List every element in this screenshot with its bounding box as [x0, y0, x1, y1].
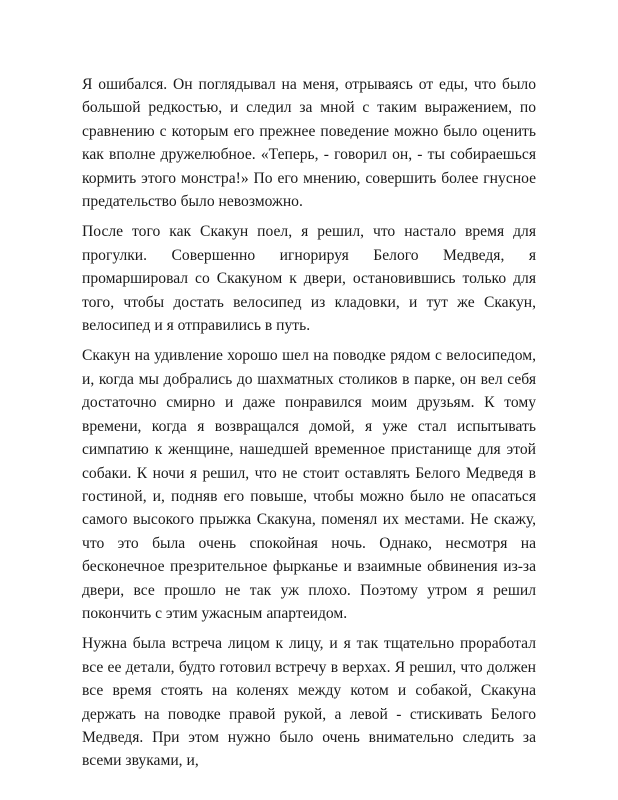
- paragraph-1: Я ошибался. Он поглядывал на меня, отрываясь от еды, что было большой редкостью, и следил за мной с таким выражением, по сравнению с которым его прежнее поведение можно было оценить как вполне дружелюбное. «Теперь, - говорил он, - ты собираешься кормить этого монстра!» По его мнению, совершить более гнусное предательство было невозможно.: [82, 76, 536, 211]
- paragraph-3: Скакун на удивление хорошо шел на поводке рядом с велосипедом, и, когда мы добрались до шахматных столиков в парке, он вел себя достаточно смирно и даже понравился моим друзьям. К тому времени, когда я возвращался домой, я уже стал испытывать симпатию к женщине, нашедшей временное пристанище для этой собаки. К ночи я решил, что не стоит оставлять Белого Медведя в гостиной, и, подняв его повыше, чтобы можно было не опасаться самого высокого прыжка Скакуна, поменял их местами. Не скажу, что это была очень спокойная ночь. Однако, несмотря на бесконечное презрительное фырканье и взаимные обвинения из-за двери, все прошло не так уж плохо. Поэтому утром я решил покончить с этим ужасным апартеидом.: [82, 347, 536, 622]
- paragraph-2: После того как Скакун поел, я решил, что настало время для прогулки. Совершенно игнорируя Белого Медведя, я промаршировал со Скакуном к двери, остановившись только для того, чтобы достать велосипед из кладовки, и тут же Скакун, велосипед и я отправились в путь.: [82, 223, 536, 335]
- document-page: [82, 73, 536, 780]
- paragraph-4: Нужна была встреча лицом к лицу, и я так тщательно проработал все ее детали, будто готовил встречу в верхах. Я решил, что должен все время стоять на коленях между котом и собакой, Скакуна держать на поводке правой рукой, а левой - стискивать Белого Медведя. При этом нужно было очень внимательно следить за всеми звуками, и,: [82, 635, 536, 770]
